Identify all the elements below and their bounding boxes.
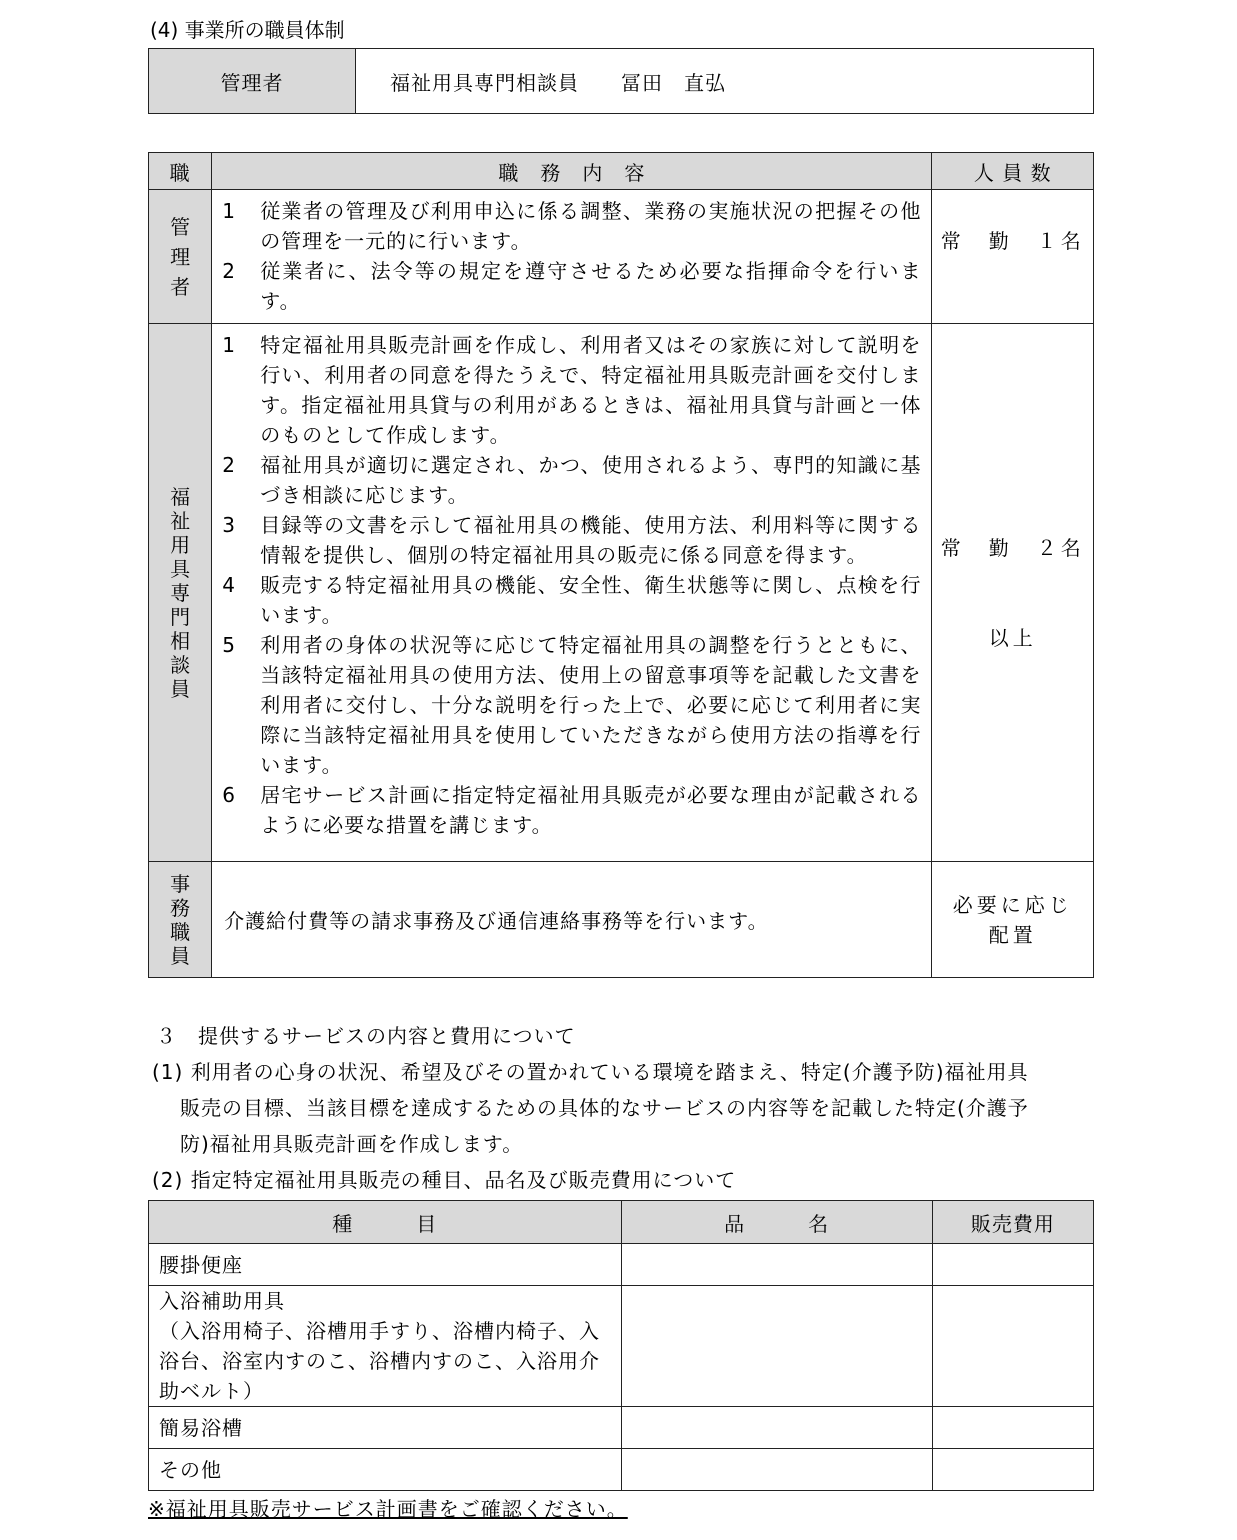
duty-number: 1 bbox=[222, 333, 236, 357]
staff-count: 常 勤 １名 bbox=[940, 229, 1085, 253]
table-row bbox=[149, 1286, 1094, 1407]
staff-count-extra: 以上 bbox=[988, 625, 1037, 650]
staff-count: 常 勤 ２名 bbox=[940, 535, 1085, 560]
cost-cell bbox=[932, 1407, 1093, 1449]
count-cell bbox=[932, 190, 1094, 324]
duty-item bbox=[222, 630, 921, 780]
duty-text: 販売する特定福祉用具の機能、安全性、衛生状態等に関し、点検を行います。 bbox=[260, 573, 922, 627]
duty-number: 6 bbox=[222, 783, 236, 807]
table-row bbox=[149, 1449, 1094, 1491]
item-detail: （入浴用椅子、浴槽用手すり、浴槽内椅子、入浴台、浴室内すのこ、浴槽内すのこ、入浴用介助ベルト） bbox=[159, 1319, 600, 1403]
para1-line: 防)福祉用具販売計画を作成します。 bbox=[180, 1132, 524, 1156]
duty-text: 居宅サービス計画に指定特定福祉用具販売が必要な理由が記載されるように必要な措置を講じます。 bbox=[260, 783, 922, 837]
duties-cell bbox=[212, 190, 932, 324]
cost-cell bbox=[932, 1449, 1093, 1491]
duty-item bbox=[222, 450, 921, 510]
duty-item bbox=[222, 510, 921, 570]
header-role: 職 bbox=[149, 153, 212, 190]
item-cell: 腰掛便座 bbox=[149, 1244, 622, 1286]
role-cell bbox=[149, 862, 212, 978]
duty-number: 3 bbox=[222, 513, 236, 537]
duty-item bbox=[222, 196, 921, 256]
section3-para2: (2) 指定特定福祉用具販売の種目、品名及び販売費用について bbox=[152, 1168, 737, 1192]
role-label: 事務職員 bbox=[170, 871, 191, 968]
section4-heading: (4) 事業所の職員体制 bbox=[150, 18, 345, 42]
role-cell bbox=[149, 190, 212, 324]
cost-cell bbox=[932, 1286, 1093, 1407]
role-cell bbox=[149, 324, 212, 862]
para1-line: (1) 利用者の心身の状況、希望及びその置かれている環境を踏まえ、特定(介護予防)福祉用具 bbox=[152, 1060, 1029, 1084]
duty-text: 利用者の身体の状況等に応じて特定福祉用具の調整を行うとともに、当該特定福祉用具の使用方法、使用上の留意事項等を記載した文書を利用者に交付し、十分な説明を行った上で、必要に応じて利用者に実際に当該特定福祉用具を使用していただきながら使用方法の指導を行います。 bbox=[260, 633, 922, 777]
duty-text: 特定福祉用具販売計画を作成し、利用者又はその家族に対して説明を行い、利用者の同意を得たうえで、特定福祉用具販売計画を交付します。指定福祉用具貸与の利用があるときは、福祉用具貸与計画と一体のものとして作成します。 bbox=[260, 333, 922, 447]
role-label: 管理者 bbox=[170, 214, 191, 299]
duty-number: 4 bbox=[222, 573, 236, 597]
table-row bbox=[149, 1244, 1094, 1286]
staff-duty-table bbox=[148, 152, 1094, 978]
section3-heading: ３ 提供するサービスの内容と費用について bbox=[156, 1024, 576, 1048]
duty-item bbox=[222, 256, 921, 316]
duty-number: 1 bbox=[222, 199, 236, 223]
duty-item bbox=[222, 780, 921, 840]
item-cell: 簡易浴槽 bbox=[149, 1407, 622, 1449]
role-label: 福祉用具専門相談員 bbox=[170, 484, 191, 701]
duty-item bbox=[222, 330, 921, 450]
staff-count-extra: 配置 bbox=[988, 922, 1037, 947]
duty-number: 2 bbox=[222, 453, 236, 477]
duty-text: 福祉用具が適切に選定され、かつ、使用されるよう、専門的知識に基づき相談に応じます。 bbox=[260, 453, 922, 507]
count-cell bbox=[932, 862, 1094, 978]
manager-table bbox=[148, 48, 1094, 114]
manager-label: 管理者 bbox=[149, 49, 356, 114]
header-name: 品 名 bbox=[621, 1201, 932, 1244]
count-cell bbox=[932, 324, 1094, 862]
duty-text: 従業者の管理及び利用申込に係る調整、業務の実施状況の把握その他の管理を一元的に行います。 bbox=[260, 199, 922, 253]
item-label: 入浴補助用具 bbox=[159, 1289, 285, 1313]
table-row bbox=[149, 862, 1094, 978]
manager-value: 福祉用具専門相談員 冨田 直弘 bbox=[356, 49, 1094, 114]
staff-count: 必要に応じ bbox=[952, 892, 1073, 917]
table-row bbox=[149, 324, 1094, 862]
header-cost: 販売費用 bbox=[932, 1201, 1093, 1244]
duty-number: 2 bbox=[222, 259, 236, 283]
header-duties: 職 務 内 容 bbox=[212, 153, 932, 190]
section3-para1 bbox=[152, 1054, 1096, 1162]
duty-text: 従業者に、法令等の規定を遵守させるため必要な指揮命令を行います。 bbox=[260, 259, 922, 313]
duty-number: 5 bbox=[222, 633, 236, 657]
name-cell bbox=[621, 1407, 932, 1449]
header-count: 人 員 数 bbox=[932, 153, 1094, 190]
duties-cell bbox=[212, 324, 932, 862]
duty-text: 目録等の文書を示して福祉用具の機能、使用方法、利用料等に関する情報を提供し、個別の特定福祉用具の販売に係る同意を得ます。 bbox=[260, 513, 922, 567]
confirmation-note: ※福祉用具販売サービス計画書をご確認ください。 bbox=[148, 1497, 628, 1521]
duties-cell: 介護給付費等の請求事務及び通信連絡事務等を行います。 bbox=[212, 862, 932, 978]
header-item: 種 目 bbox=[149, 1201, 622, 1244]
name-cell bbox=[621, 1449, 932, 1491]
product-table bbox=[148, 1200, 1094, 1491]
table-row bbox=[149, 1407, 1094, 1449]
name-cell bbox=[621, 1244, 932, 1286]
cost-cell bbox=[932, 1244, 1093, 1286]
para1-line: 販売の目標、当該目標を達成するための具体的なサービスの内容等を記載した特定(介護予 bbox=[180, 1096, 1029, 1120]
name-cell bbox=[621, 1286, 932, 1407]
item-cell bbox=[149, 1286, 622, 1407]
duty-item bbox=[222, 570, 921, 630]
item-cell: その他 bbox=[149, 1449, 622, 1491]
table-row bbox=[149, 190, 1094, 324]
